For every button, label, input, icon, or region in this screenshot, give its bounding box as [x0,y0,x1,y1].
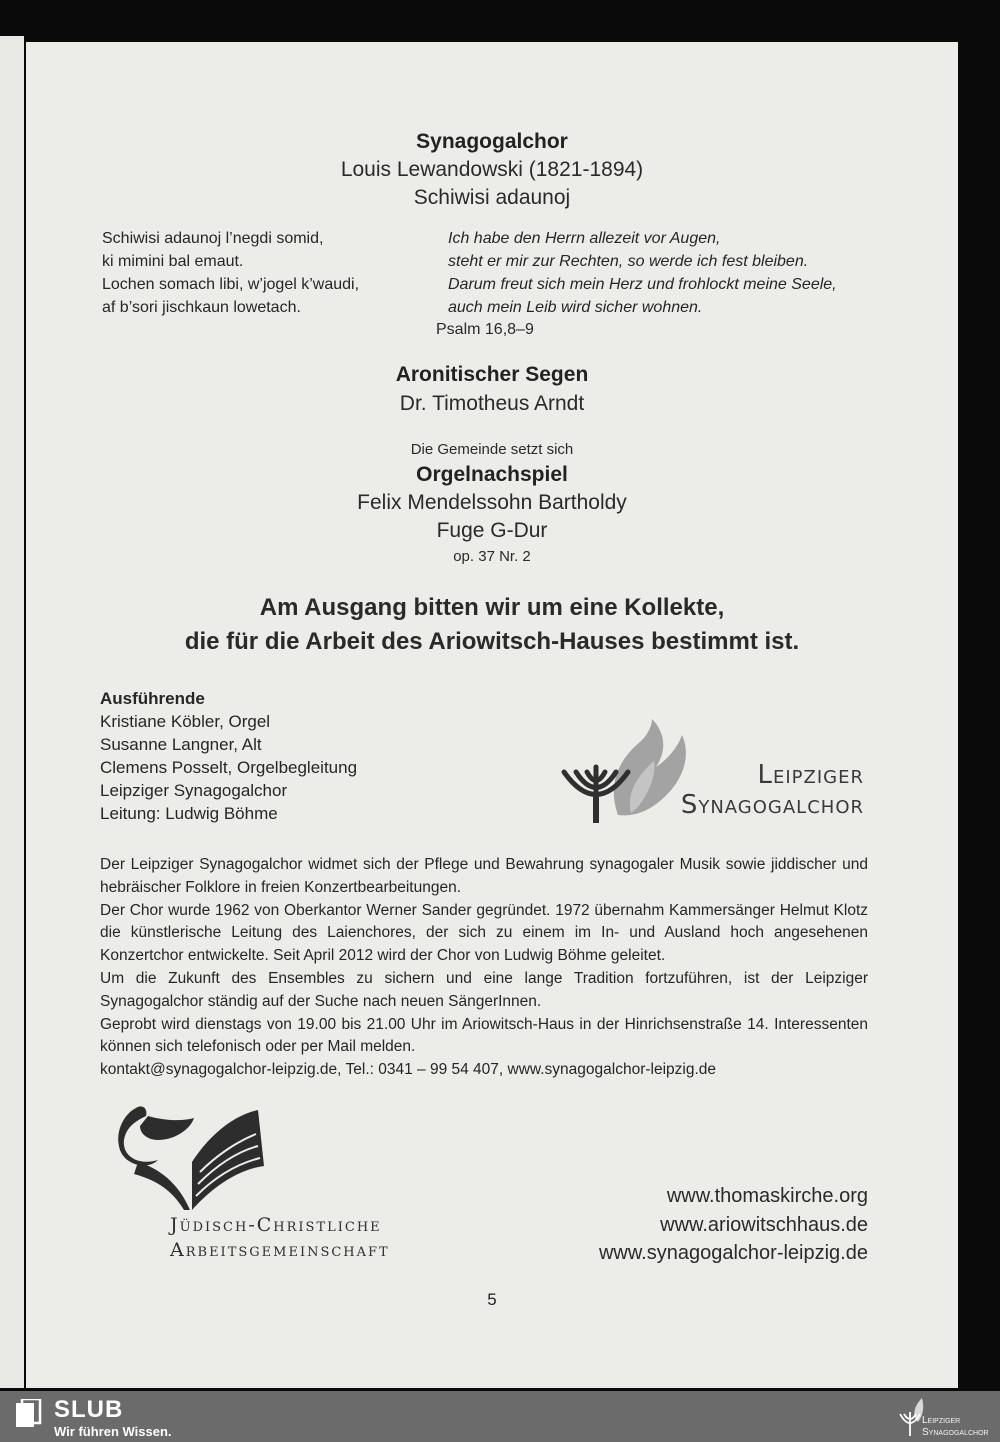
item2-person: Dr. Timotheus Arndt [399,392,585,415]
collection-line-2: die für die Arbeit des Ariowitsch-Hauses bestimmt ist. [184,628,800,655]
performer-item: Leitung: Ludwig Böhme [100,804,278,823]
slub-book-icon [14,1399,42,1429]
slub-slogan: Wir führen Wissen. [54,1424,172,1439]
verse-line: Darum freut sich mein Herz und frohlockt meine Seele, [448,276,837,293]
choir-logo-line-1: Leipziger [757,760,864,790]
verse-line: auch mein Leib wird sicher wohnen. [448,299,703,316]
verse-hebrew [102,227,359,319]
performers-list [100,687,357,825]
description-paragraph: Geprobt wird dienstags von 19.00 bis 21.00 Uhr im Ariowitsch-Haus in der Hinrichsenstraße 14. Interessenten können sich telefonisch oder per Mail melden. [100,1015,868,1056]
verse-line: steht er mir zur Rechten, so werde ich fest bleiben. [448,253,809,270]
item3-work: Fuge G-Dur [436,519,548,542]
performer-item: Susanne Langner, Alt [100,735,262,754]
item1-title: Synagogalchor [416,130,568,153]
description-paragraph: Der Chor wurde 1962 von Oberkantor Werner Sander gegründet. 1972 übernahm Kammersänger Helmut Klotz die künstlerische Leitung des Laienchores, der sich zu einem im In- und Ausland hoch angesehenen Konzertchor entwickelte. Seit April 2012 wird der Chor von Ludwig Böhme geleitet. [100,901,868,965]
performer-item: Leipziger Synagogalchor [100,781,288,800]
item3-title: Orgelnachspiel [416,463,568,486]
footer-logo-line-1: Leipziger [922,1415,961,1426]
performers-heading: Ausführende [100,689,205,708]
website-link[interactable]: www.synagogalchor-leipzig.de [598,1242,868,1264]
choir-description [100,854,868,1082]
verse-german [448,227,837,319]
partner-logo-line-2: Arbeitsgemeinschaft [170,1239,390,1261]
contact-line: kontakt@synagogalchor-leipzig.de, Tel.: 0341 – 99 54 407, www.synagogalchor-leipzig.de [100,1061,717,1079]
verse-line: Ich habe den Herrn allezeit vor Augen, [448,230,721,247]
document-page [26,42,958,1388]
performer-item: Kristiane Köbler, Orgel [100,712,271,731]
verse-line: af b’sori jischkaun lowetach. [102,299,301,316]
previous-page-edge [0,36,24,1388]
description-paragraph: Um die Zukunft des Ensembles zu sichern und eine lange Tradition fortzuführen, ist der Leipziger Synagogalchor ständig auf der Suche nach neuen SängerInnen. [100,969,868,1010]
verse-line: Lochen somach libi, w’jogel k’waudi, [102,276,360,293]
website-list [599,1182,868,1268]
item2-title: Aronitischer Segen [395,363,589,386]
page-number: 5 [487,1290,497,1309]
item1-work: Schiwisi adaunoj [413,186,571,209]
item1-composer: Louis Lewandowski (1821-1894) [340,158,644,181]
item3-composer: Felix Mendelssohn Bartholdy [357,491,627,514]
verse-line: Schiwisi adaunoj l’negdi somid, [102,230,324,247]
website-link[interactable]: www.ariowitschhaus.de [660,1213,868,1236]
performer-item: Clemens Posselt, Orgelbegleitung [100,758,358,777]
choir-logo-line-2: Synagogalchor [680,790,864,820]
verse-line: ki mimini bal emaut. [102,253,244,270]
viewer-footer [0,1391,1000,1442]
footer-logo-line-2: Synagogalchor [922,1427,989,1438]
partner-logo-line-1: Jüdisch-Christliche [170,1214,382,1236]
website-link[interactable]: www.thomaskirche.org [666,1185,868,1207]
congregation-instruction: Die Gemeinde setzt sich [410,441,574,458]
open-book-flame-icon [118,1100,268,1212]
item3-opus: op. 37 Nr. 2 [453,548,531,565]
collection-line-1: Am Ausgang bitten wir um eine Kollekte, [259,594,725,621]
slub-brand[interactable]: SLUB [54,1396,124,1423]
psalm-reference: Psalm 16,8–9 [436,321,534,338]
description-paragraph: Der Leipziger Synagogalchor widmet sich der Pflege und Bewahrung synagogaler Musik sowie jiddischer und hebräischer Folklore in freien Konzertbearbeitungen. [100,856,868,896]
